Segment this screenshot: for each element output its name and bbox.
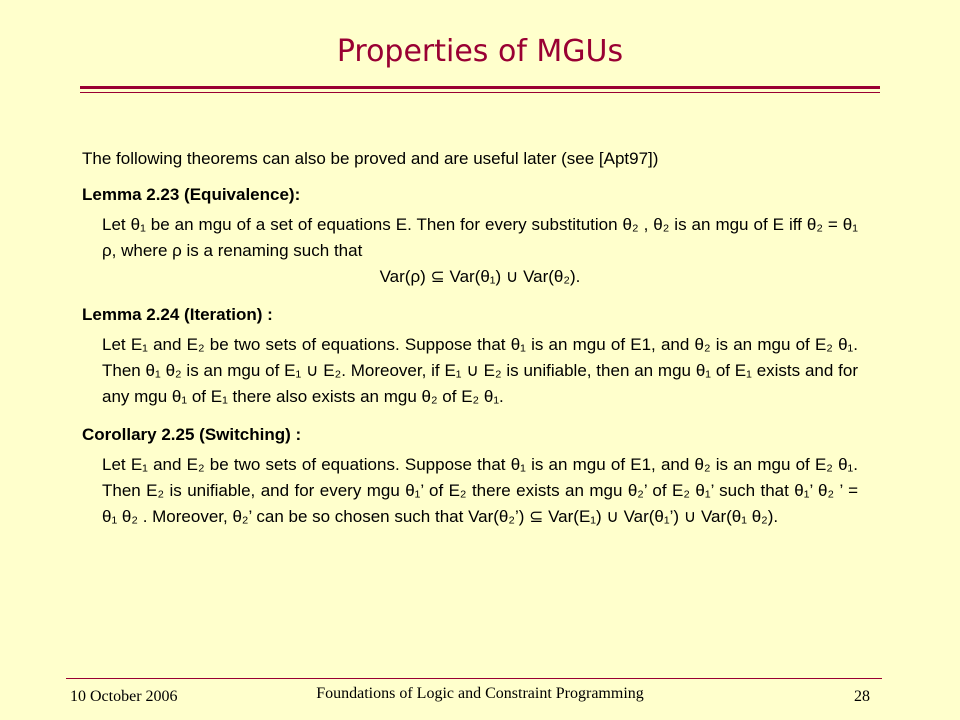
lemma-2-24-text: Let E₁ and E₂ be two sets of equations. Suppose that θ₁ is an mgu of E1, and θ₂ is an mgu of E₂ θ₁. Then θ₁ θ₂ is an mgu of E₁ ∪ E₂. Moreover, if E₁ ∪ E₂ is unifiable, then an mgu θ₁ of E₁ exists and for any mgu θ₁ of E₁ there also exists an mgu θ₂ of E₂ θ₁.	[102, 335, 858, 406]
footer-rule	[66, 678, 882, 679]
intro-text: The following theorems can also be proved and are useful later (see [Apt97])	[82, 149, 659, 168]
title-rule-thick	[80, 86, 880, 89]
footer-date: 10 October 2006	[70, 688, 178, 705]
corollary-2-25-text: Let E₁ and E₂ be two sets of equations. Suppose that θ₁ is an mgu of E1, and θ₂ is an mgu of E₂ θ₁. Then E₂ is unifiable, and for every mgu θ₁’ of E₂ there exists an mgu θ₂’ of E₂ θ₁’ such that θ₁’ θ₂ ’ = θ₁ θ₂ . Moreover, θ₂’ can be so chosen such that Var(θ₂’) ⊆ Var(E₁) ∪ Var(θ₁’) ∪ Var(θ₁ θ₂).	[102, 455, 858, 526]
lemma-2-24-heading: Lemma 2.24 (Iteration) :	[82, 305, 273, 324]
title-rule-thin	[80, 92, 880, 93]
corollary-2-25-body	[102, 452, 858, 530]
slide-content	[82, 146, 858, 542]
lemma-2-24-body	[102, 332, 858, 410]
footer-page-number: 28	[854, 688, 870, 705]
slide-title: Properties of MGUs	[336, 34, 624, 69]
corollary-2-25-heading: Corollary 2.25 (Switching) :	[82, 425, 302, 444]
lemma-2-23-body	[102, 212, 858, 290]
footer-course: Foundations of Logic and Constraint Programming	[316, 685, 644, 702]
lemma-2-23-heading: Lemma 2.23 (Equivalence):	[82, 185, 301, 204]
lemma-2-23-text: Let θ₁ be an mgu of a set of equations E. Then for every substitution θ₂ , θ₂ is an mgu of E iff θ₂ = θ₁ ρ, where ρ is a renaming such that	[102, 215, 858, 260]
lemma-2-23-formula: Var(ρ) ⊆ Var(θ₁) ∪ Var(θ₂).	[379, 267, 581, 286]
